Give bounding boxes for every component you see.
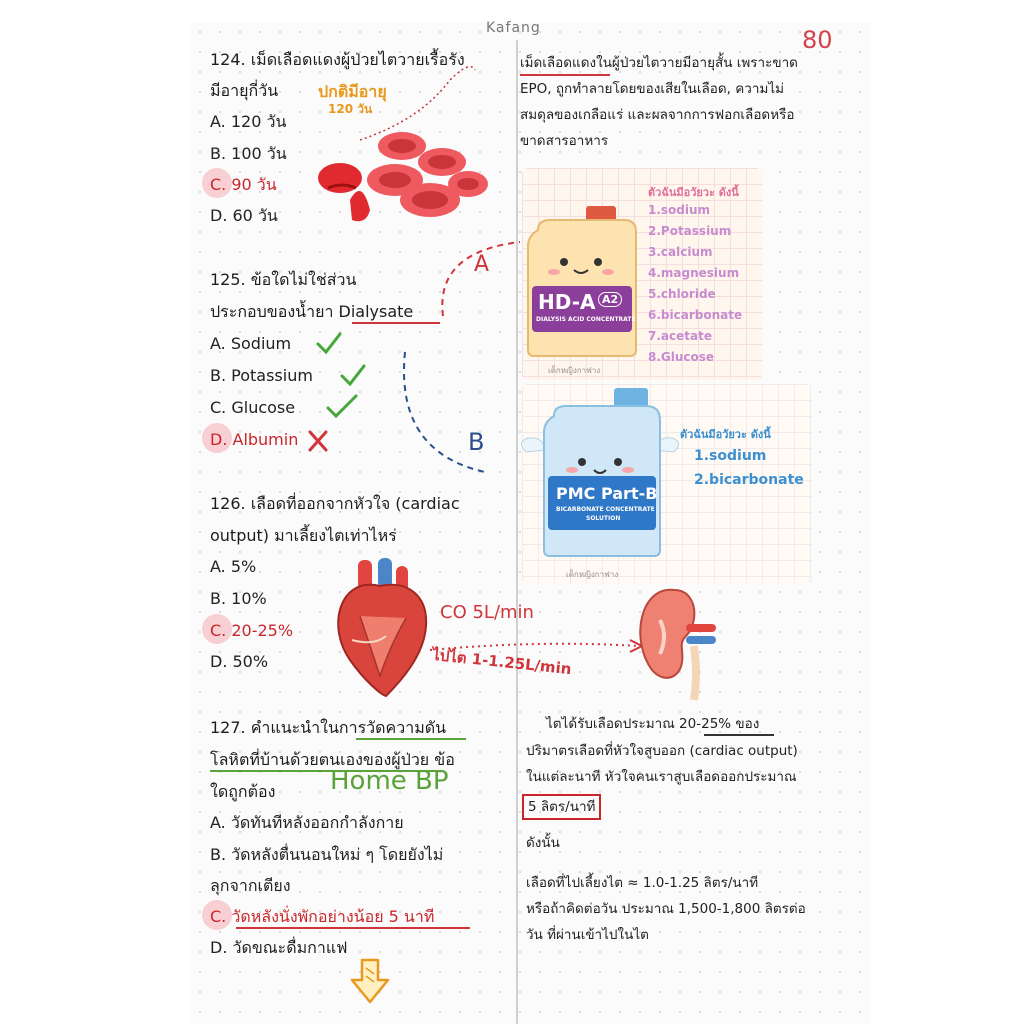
q126-option-a: A. 5% [210, 557, 257, 576]
q125-stem-2: ประกอบของน้ำยา Dialysate [210, 302, 414, 321]
pmc-title: PMC Part-B [556, 484, 658, 503]
red-blood-cells-illustration [300, 60, 520, 230]
hd-a-item: 4.magnesium [648, 266, 740, 280]
hd-a-badge: A2 [598, 292, 622, 307]
bp-underline-1 [356, 738, 466, 740]
hd-a-item: 6.bicarbonate [648, 308, 743, 322]
pmc-credit: เด็กหญิงกาฟาง [566, 570, 619, 579]
q124-stem-1: 124. เม็ดเลือดแดงผู้ป่วยไตวายเรื้อรัง [210, 50, 465, 69]
expl126-line-6: วัน ที่ผ่านเข้าไปในไต [526, 927, 649, 943]
expl124-line-4: ขาดสารอาหาร [520, 133, 609, 149]
expl126-line-5: หรือถ้าคิดต่อวัน ประมาณ 1,500-1,800 ลิตรต่อ [526, 901, 806, 917]
pmc-ingredient-list [694, 444, 804, 492]
hd-a-item: 3.calcium [648, 245, 713, 259]
page-number: 80 [802, 26, 833, 54]
q124-option-a: A. 120 วัน [210, 112, 287, 131]
q127-option-b-cont: ลุกจากเตียง [210, 876, 291, 895]
expl124-line-3: สมดุลของเกลือแร่ และผลจากการฟอกเลือดหรือ [520, 107, 795, 123]
q124-note-120-days: 120 วัน [328, 102, 373, 116]
cardiac-output-note: CO 5L/min [440, 602, 534, 623]
q126-stem-1: 126. เลือดที่ออกจากหัวใจ (cardiac [210, 494, 460, 513]
expl126-boxed-value: 5 ลิตร/นาที [522, 794, 601, 820]
hd-a-credit: เด็กหญิงกาฟาง [548, 366, 601, 375]
pmc-item: 2.bicarbonate [694, 472, 804, 488]
q127-stem-1: 127. คำแนะนำในการวัดความดัน [210, 718, 447, 737]
q124-note-normal-life: ปกติมีอายุ [318, 82, 387, 101]
q125-option-a: A. Sodium [210, 334, 292, 353]
q126-option-c-answer: C. 20-25% [210, 621, 294, 640]
expl126-line-3: ในแต่ละนาที หัวใจคนเราสูบเลือดออกประมาณ [526, 769, 797, 785]
hd-a-item: 5.chloride [648, 287, 716, 301]
dashed-connector-lines [395, 232, 525, 482]
kidney-illustration [634, 580, 724, 704]
hd-a-item: 1.sodium [648, 203, 711, 217]
kidney-flow-note: ไปไต 1-1.25L/min [431, 645, 573, 679]
q124-option-c-answer: C. 90 วัน [210, 175, 277, 194]
q126-option-b: B. 10% [210, 589, 267, 608]
down-arrow-icon [348, 958, 392, 1006]
pmc-subtitle-1: BICARBONATE CONCENTRATE [556, 506, 655, 513]
hd-a-subtitle: DIALYSIS ACID CONCENTRATE [536, 316, 636, 323]
q127-stem-2: โลหิตที่บ้านด้วยตนเองของผู้ป่วย ข้อ [210, 750, 455, 769]
expl124-line-2: EPO, ถูกทำลายโดยของเสียในเลือด, ความไม่ [520, 81, 785, 97]
q124-option-d: D. 60 วัน [210, 206, 278, 225]
hd-a-list-title: ตัวฉันมีอวัยวะ ดังนี้ [648, 186, 739, 199]
q124-option-b: B. 100 วัน [210, 144, 287, 163]
q125-option-c: C. Glucose [210, 398, 296, 417]
expl126-line-2: ปริมาตรเลือดที่หัวใจสูบออก (cardiac output) [526, 743, 798, 759]
q124-stem-2: มีอายุกี่วัน [210, 81, 279, 100]
pmc-item: 1.sodium [694, 448, 767, 464]
q125-stem-1: 125. ข้อใดไม่ใช่ส่วน [210, 270, 357, 289]
hd-a-jug-illustration [524, 200, 640, 360]
watermark: Kafang [486, 20, 541, 36]
home-bp-label: Home BP [330, 766, 449, 796]
label-b: B [468, 428, 485, 456]
hd-a-item: 8.Glucose [648, 350, 715, 364]
q126-stem-2: output) มาเลี้ยงไตเท่าไหร่ [210, 526, 397, 545]
pmc-subtitle-2: SOLUTION [586, 515, 621, 522]
label-a: A [474, 252, 490, 277]
q125-option-b: B. Potassium [210, 366, 313, 385]
pmc-jug-illustration [516, 386, 686, 562]
check-marks [300, 330, 380, 460]
q127-option-d: D. วัดขณะดื่มกาแฟ [210, 938, 348, 957]
expl126-line-4: เลือดที่ไปเลี้ยงไต ≈ 1.0-1.25 ลิตร/นาที [526, 875, 759, 891]
q127-stem-3: ใดถูกต้อง [210, 782, 276, 801]
hd-a-item: 7.acetate [648, 329, 712, 343]
hd-a-ingredient-list [648, 200, 742, 368]
expl126-line-1: ไตได้รับเลือดประมาณ 20-25% ของ [546, 716, 760, 732]
q127-answer-underline [236, 927, 470, 929]
q125-option-d-answer: D. Albumin [210, 430, 299, 449]
q127-option-b: B. วัดหลังตื่นนอนใหม่ ๆ โดยยังไม่ [210, 845, 444, 864]
heart-illustration [330, 556, 430, 698]
dotted-arrow [430, 630, 650, 660]
expl126-so: ดังนั้น [526, 835, 560, 851]
q127-option-c-answer: C. วัดหลังนั่งพักอย่างน้อย 5 นาที [210, 907, 435, 926]
pmc-list-title: ตัวฉันมีอวัยวะ ดังนี้ [680, 428, 771, 441]
hd-a-item: 2.Potassium [648, 224, 732, 238]
percent-underline [704, 734, 774, 736]
hd-a-title: HD-A [538, 290, 596, 314]
q126-option-d: D. 50% [210, 652, 269, 671]
q127-option-a: A. วัดทันทีหลังออกกำลังกาย [210, 813, 404, 832]
expl124-line-1: เม็ดเลือดแดงในผู้ป่วยไตวายมีอายุสั้น เพราะขาด [520, 55, 798, 71]
